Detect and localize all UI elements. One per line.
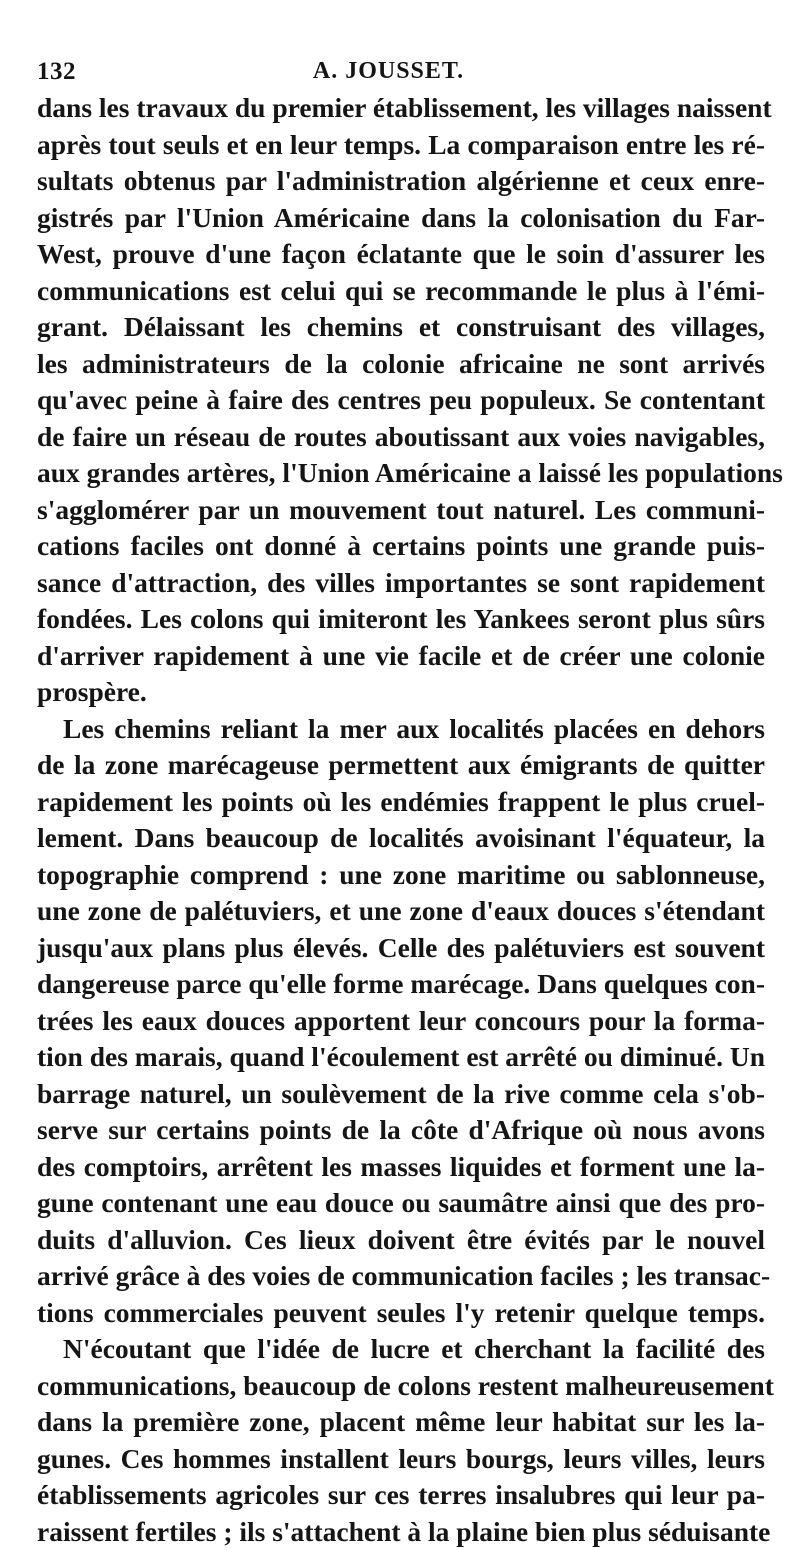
- text-line: communications, beaucoup de colons restent malheureusement: [37, 1368, 765, 1405]
- text-line: les administrateurs de la colonie africaine ne sont arrivés: [37, 346, 765, 383]
- text-line: d'arriver rapidement à une vie facile et de créer une colonie: [37, 638, 765, 675]
- text-line: dans la première zone, placent même leur habitat sur les la-: [37, 1404, 765, 1441]
- text-line: communications est celui qui se recommande le plus à l'émi-: [37, 273, 765, 310]
- paragraph-start-line: Les chemins reliant la mer aux localités placées en dehors: [37, 711, 765, 748]
- text-line: duits d'alluvion. Ces lieux doivent être évités par le nouvel: [37, 1222, 765, 1259]
- running-head: A. JOUSSET.: [37, 58, 740, 85]
- page-header: [37, 58, 740, 88]
- text-line: topographie comprend : une zone maritime ou sablonneuse,: [37, 857, 765, 894]
- page-number: 132: [37, 58, 76, 86]
- text-line: lement. Dans beaucoup de localités avoisinant l'équateur, la: [37, 820, 765, 857]
- text-line: qu'avec peine à faire des centres peu populeux. Se contentant: [37, 382, 765, 419]
- text-line: serve sur certains points de la côte d'Afrique où nous avons: [37, 1112, 765, 1149]
- text-line: grant. Délaissant les chemins et construisant des villages,: [37, 309, 765, 346]
- text-line: une zone de palétuviers, et une zone d'eaux douces s'étendant: [37, 893, 765, 930]
- text-line: gune contenant une eau douce ou saumâtre ainsi que des pro-: [37, 1185, 765, 1222]
- paragraph-end-line: tions commerciales peuvent seules l'y retenir quelque temps.: [37, 1295, 765, 1332]
- body-text: [37, 90, 765, 1550]
- text-line: établissements agricoles sur ces terres insalubres qui leur pa-: [37, 1477, 765, 1514]
- text-line: barrage naturel, un soulèvement de la rive comme cela s'ob-: [37, 1076, 765, 1113]
- text-line: fondées. Les colons qui imiteront les Yankees seront plus sûrs: [37, 601, 765, 638]
- text-line: dans les travaux du premier établissement, les villages naissent: [37, 90, 765, 127]
- text-line: aux grandes artères, l'Union Américaine a laissé les populations: [37, 455, 765, 492]
- text-line: gunes. Ces hommes installent leurs bourgs, leurs villes, leurs: [37, 1441, 765, 1478]
- text-line: rapidement les points où les endémies frappent le plus cruel-: [37, 784, 765, 821]
- text-line: raissent fertiles ; ils s'attachent à la plaine bien plus séduisante: [37, 1514, 765, 1550]
- text-line: dangereuse parce qu'elle forme marécage. Dans quelques con-: [37, 966, 765, 1003]
- text-line: sultats obtenus par l'administration algérienne et ceux enre-: [37, 163, 765, 200]
- text-line: jusqu'aux plans plus élevés. Celle des palétuviers est souvent: [37, 930, 765, 967]
- text-line: trées les eaux douces apportent leur concours pour la forma-: [37, 1003, 765, 1040]
- paragraph-start-line: N'écoutant que l'idée de lucre et cherchant la facilité des: [37, 1331, 765, 1368]
- text-line: tion des marais, quand l'écoulement est arrêté ou diminué. Un: [37, 1039, 765, 1076]
- text-line: sance d'attraction, des villes importantes se sont rapidement: [37, 565, 765, 602]
- text-line: de la zone marécageuse permettent aux émigrants de quitter: [37, 747, 765, 784]
- text-line: cations faciles ont donné à certains points une grande puis-: [37, 528, 765, 565]
- text-line: West, prouve d'une façon éclatante que le soin d'assurer les: [37, 236, 765, 273]
- text-line: de faire un réseau de routes aboutissant aux voies navigables,: [37, 419, 765, 456]
- text-line: des comptoirs, arrêtent les masses liquides et forment une la-: [37, 1149, 765, 1186]
- text-line: gistrés par l'Union Américaine dans la colonisation du Far-: [37, 200, 765, 237]
- paragraph-end-line: prospère.: [37, 674, 765, 711]
- text-line: s'agglomérer par un mouvement tout naturel. Les communi-: [37, 492, 765, 529]
- text-line: arrivé grâce à des voies de communication faciles ; les transac-: [37, 1258, 765, 1295]
- text-line: après tout seuls et en leur temps. La comparaison entre les ré-: [37, 127, 765, 164]
